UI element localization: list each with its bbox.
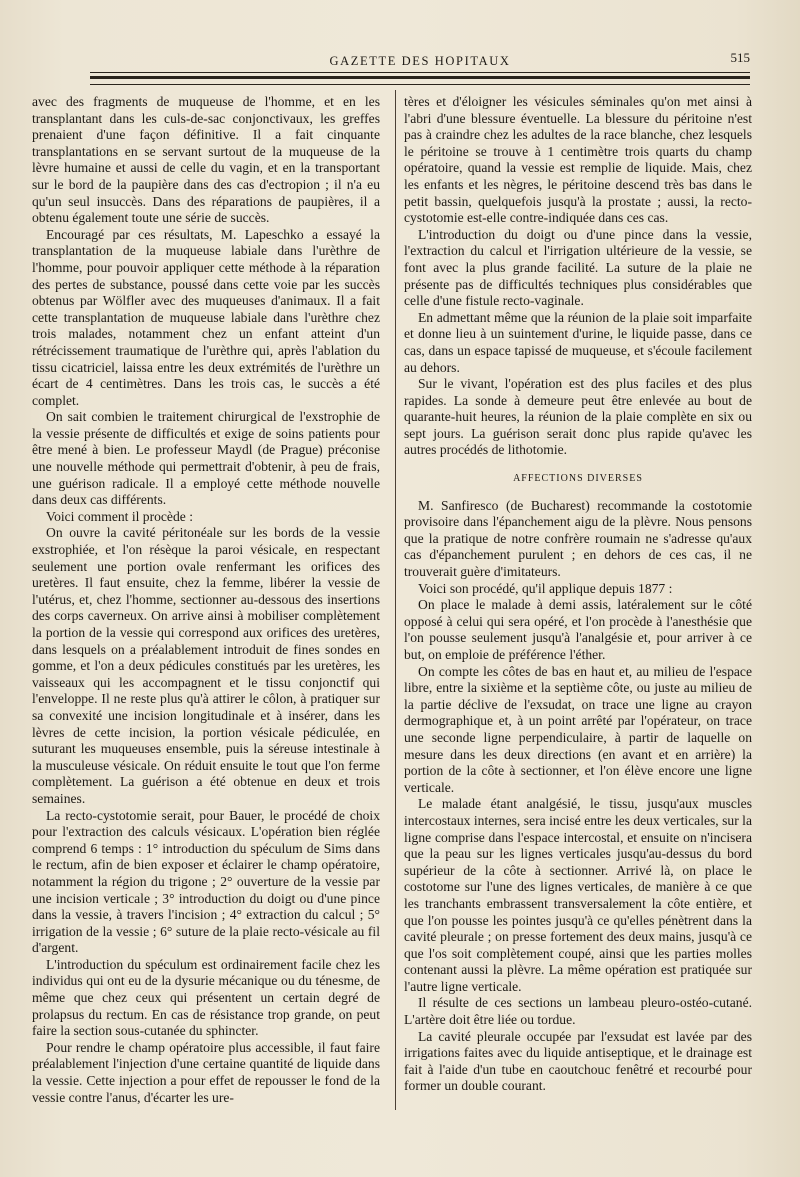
paragraph: La recto-cystotomie serait, pour Bauer, le procédé de choix pour l'extraction des calculs vésicaux. L'opération bien réglée comprend 6 temps : 1° introduction du spéculum de Sims dans le rectum, afin de bien exposer et éclairer le champ opératoire, notamment la région du trigone ; 2° ouverture de la vessie par une incision verticale ; 3° introduction du doigt ou d'une pince dans la vessie, à travers l'incision ; 4° extraction du calcul ; 5° irrigation de la vessie ; 6° suture de la plaie recto-vésicale au fil d'argent. <box>32 807 380 956</box>
paragraph: L'introduction du doigt ou d'une pince dans la vessie, l'extraction du calcul et l'irrigation ultérieure de la vessie, se font avec la plus grande facilité. La suture de la plaie ne présente pas de difficultés techniques plus considérables que celle d'une fistule recto-vaginale. <box>404 226 752 309</box>
paragraph: Voici comment il procède : <box>46 508 193 524</box>
journal-title: GAZETTE DES HOPITAUX <box>329 54 511 68</box>
paragraph: On place le malade à demi assis, latéralement sur le côté opposé à celui qui sera opéré, et l'on procède à l'anesthésie que l'on pousse seulement jusqu'à l'analgésie et, pour arriver à ce but, on emploie de préférence l'éther. <box>404 597 752 662</box>
paragraph: Voici son procédé, qu'il applique depuis 1877 : <box>418 580 673 596</box>
left-column <box>32 94 380 1106</box>
page-header <box>90 50 750 70</box>
paragraph: Encouragé par ces résultats, M. Lapeschko a essayé la transplantation de la muqueuse labiale dans l'urèthre de l'homme, pour pouvoir appliquer cette méthode à la réparation des pertes de substance, poussé dans cette voie par les succès obtenus par Wölfler avec des muqueuses d'animaux. Il a fait cette transplantation de muqueuse labiale dans l'urèthre chez trois malades, notamment chez un enfant atteint d'un rétrécissement traumatique de l'urèthre qui, après l'ablation du tissu cicatriciel, laissa entre les deux extrémités de l'urèthre un écart de 4 centimètres. Dans les trois cas, le succès a été complet. <box>32 226 380 408</box>
header-rule-thick <box>90 76 750 79</box>
paragraph: M. Sanfiresco (de Bucharest) recommande la costotomie provisoire dans l'épanchement aigu de la plèvre. Nous pensons que la pratique de notre confrère roumain ne s'adresse qu'aux cas d'épanchement purulent ; en dehors de ces cas, il ne trouverait guère d'imitateurs. <box>404 497 752 580</box>
paragraph: En admettant même que la réunion de la plaie soit imparfaite et donne lieu à un suintement d'urine, le liquide passe, dans ce cas, dans un espace tapissé de muqueuse, et s'écoule facilement au dehors. <box>404 309 752 375</box>
paragraph: L'introduction du spéculum est ordinairement facile chez les individus qui ont eu de la dysurie mécanique ou du ténesme, de même que chez ceux qui présentent un certain degré de prolapsus du rectum. En cas de résistance trop grande, on peut faire la section sous-cutanée du sphincter. <box>32 956 380 1039</box>
paragraph: On compte les côtes de bas en haut et, au milieu de l'espace libre, entre la sixième et la septième côte, ou juste au milieu de la partie déclive de l'exsudat, on trace une ligne au crayon dermographique et, à un point arrêté par l'opérateur, on trace une seconde ligne perpendiculaire, à partir de laquelle on mesure dans les deux directions (en avant et en arrière) la portion de la côte à sectionner, et l'on élève encore une ligne verticale. <box>404 663 752 795</box>
paragraph: Pour rendre le champ opératoire plus accessible, il faut faire préalablement l'injection d'une certaine quantité de liquide dans la vessie. Cette injection a pour effet de repousser le fond de la vessie contre l'anus, d'écarter les ure- <box>32 1039 380 1105</box>
section-heading: AFFECTIONS DIVERSES <box>513 473 643 485</box>
paragraph: On sait combien le traitement chirurgical de l'exstrophie de la vessie présente de difficultés et exige de soins patients pour être mené à bien. Le professeur Maydl (de Prague) préconise une nouvelle méthode qui permettrait d'obtenir, à peu de frais, une guérison radicale. Il a employé cette méthode nouvelle dans deux cas différents. <box>32 409 380 508</box>
header-rule-bottom <box>90 84 750 85</box>
paragraph: Sur le vivant, l'opération est des plus faciles et des plus rapides. La sonde à demeure peut être enlevée au bout de quarante-huit heures, la réunion de la plaie complète en six ou sept jours. La guérison serait donc plus rapide qu'avec les autres procédés de lithotomie. <box>404 376 752 458</box>
header-rule-thin <box>90 72 750 73</box>
paragraph: Le malade étant analgésié, le tissu, jusqu'aux muscles intercostaux internes, sera incisé entre les deux verticales, sur la ligne comprise dans l'espace intercostal, et ensuite on n'incisera que la peau sur les lignes verticales jusqu'au-dessus du bord supérieur de la côte à sectionner. Arrivé là, on place le costotome sur l'une des lignes verticales, de manière à ce que les tranchants embrassent transversalement la côte entière, et que l'on pousse les pointes jusqu'à ce qu'elles pénètrent dans la cavité pleurale ; on presse fortement des deux mains, jusqu'à ce que l'os soit complètement coupé, ainsi que les parties molles contenant aussi la plèvre. La même opération est pratiquée sur l'autre ligne verticale. <box>404 796 752 994</box>
paragraph: Il résulte de ces sections un lambeau pleuro-ostéo-cutané. L'artère doit être liée ou tordue. <box>404 995 752 1028</box>
paragraph: tères et d'éloigner les vésicules séminales qu'on met ainsi à l'abri d'une blessure éventuelle. La blessure du péritoine n'est pas à craindre chez les adultes de la race blanche, chez lesquels le péritoine se trouve à 1 centimètre trois quarts du champ opératoire, quand la vessie est remplie de liquide. Mais, chez les enfants et les nègres, le péritoine descend très bas dans le petit bassin, quelquefois jusqu'à la prostate ; aussi, la recto-cystotomie est-elle contre-indiquée dans ces cas. <box>404 94 752 226</box>
paragraph: La cavité pleurale occupée par l'exsudat est lavée par des irrigations faites avec du liquide antiseptique, et le drainage est fait à l'aide d'un tube en caoutchouc fenêtré et recourbé pour former un double courant. <box>404 1028 752 1094</box>
page-number: 515 <box>730 50 750 65</box>
column-divider <box>395 90 396 1110</box>
paragraph: On ouvre la cavité péritonéale sur les bords de la vessie exstrophiée, et l'on résèque la paroi vésicale, en respectant seulement une portion ovale renfermant les orifices des uretères. Il faut ensuite, chez la femme, libérer la vessie de l'utérus, et, chez l'homme, sectionner au-dessous des insertions des corps caverneux. On arrive ainsi à mobiliser complètement la portion de la vessie qui correspond aux orifices des uretères, dans lesquels on a préalablement introduit de fines sondes en gomme, et l'on a deux pédicules constitués par les uretères, les vaisseaux qui les accompagnent et le tissu conjonctif qui l'enveloppe. Il ne reste plus qu'à attirer le côlon, à pratiquer sur sa convexité une incision longitudinale et à insérer, dans les lèvres de cette incision, la portion vésicale pédiculée, en suturant les muqueuses ensemble, puis la séreuse intestinale à la musculeuse vésicale. On réduit ensuite le tout que l'on ferme complètement. La guérison a été obtenue en deux et trois semaines. <box>32 525 380 806</box>
right-column <box>404 94 752 1095</box>
paragraph: avec des fragments de muqueuse de l'homme, et en les transplantant dans les culs-de-sac conjonctivaux, les greffes prenaient d'une façon définitive. Il a fait cinquante transplantations en se servant surtout de la muqueuse de la lèvre humaine et aussi de celle du vagin, et en la transportant sur le bord de la paupière dans des cas d'ectropion ; il n'a eu qu'un seul insuccès. Dans des réparations de paupières, il a obtenu également toute une série de succès. <box>32 94 380 226</box>
